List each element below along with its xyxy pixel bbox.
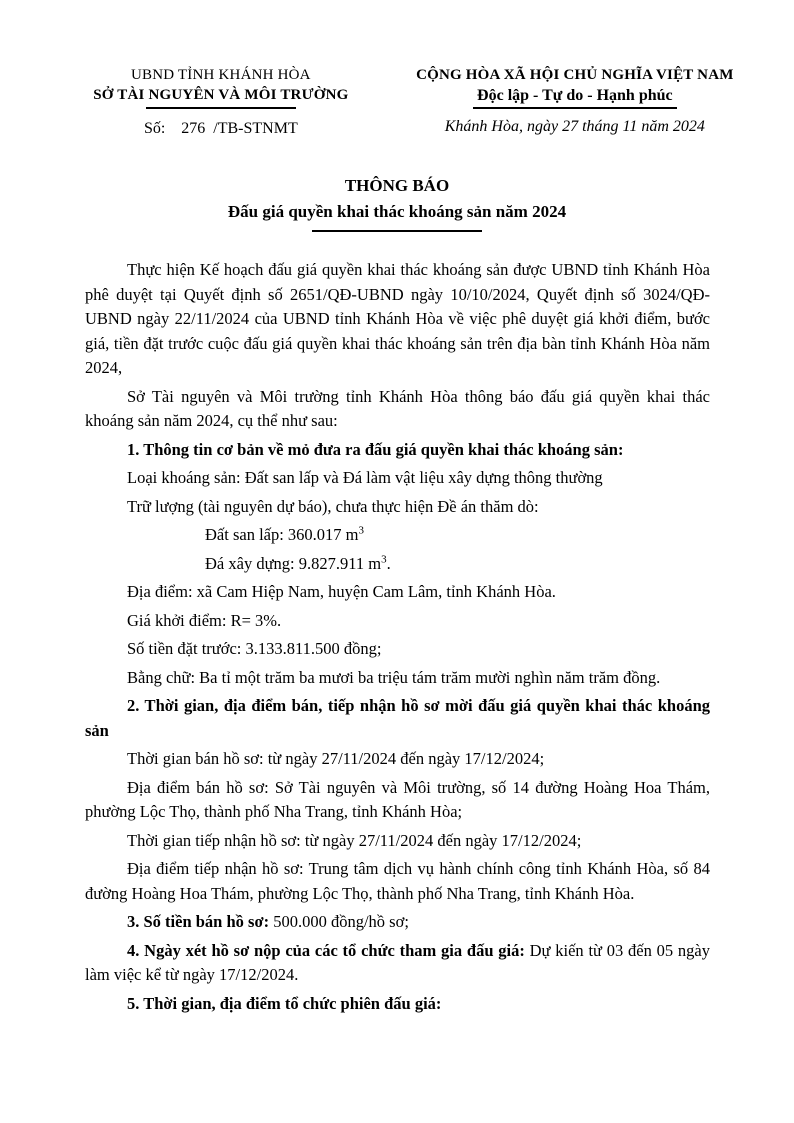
line-starting-price: Giá khởi điểm: R= 3%.: [127, 610, 282, 630]
national-motto: Độc lập - Tự do - Hạnh phúc: [473, 85, 677, 109]
paragraph-intro-2: Sở Tài nguyên và Môi trường tỉnh Khánh Hòa thông báo đấu giá quyền khai thác khoáng sản năm 2024, cụ thể như sau:: [85, 386, 710, 430]
document-header: [0, 0, 794, 138]
section-3-text: 500.000 đồng/hồ sơ;: [269, 912, 409, 931]
line-deposit-in-words: Bằng chữ: Ba tỉ một trăm ba mươi ba triệu tám trăm mười nghìn năm trăm đồng.: [127, 667, 661, 687]
line-receive-time: Thời gian tiếp nhận hồ sơ: từ ngày 27/11/2024 đến ngày 17/12/2024;: [127, 830, 582, 850]
section-4-line: [85, 939, 710, 988]
line-mineral-type: Loại khoáng sản: Đất san lấp và Đá làm vật liệu xây dựng thông thường: [127, 468, 603, 487]
superscript-cubed: 3: [358, 524, 365, 537]
section-4-text: Dự kiến từ 03 đến 05 ngày làm việc kể từ ngày 17/12/2024.: [85, 940, 710, 984]
place-and-date: Khánh Hòa, ngày 27 tháng 11 năm 2024: [444, 118, 705, 135]
line-sale-place: Địa điểm bán hồ sơ: Sở Tài nguyên và Môi trường, số 14 đường Hoàng Hoa Thám, phường Lộc Thọ, thành phố Nha Trang, tỉnh Khánh Hòa;: [85, 777, 710, 821]
document-body: [85, 258, 710, 1016]
line-receive-place: Địa điểm tiếp nhận hồ sơ: Trung tâm dịch vụ hành chính công tỉnh Khánh Hòa, số 84 đường Hoàng Hoa Thám, phường Lộc Thọ, thành phố Nha Trang, tỉnh Khánh Hòa.: [85, 859, 710, 903]
paragraph-intro-1: Thực hiện Kế hoạch đấu giá quyền khai thác khoáng sản được UBND tỉnh Khánh Hòa phê duyệt tại Quyết định số 2651/QĐ-UBND ngày 10/10/2024, Quyết định số 3024/QĐ-UBND ngày 22/11/2024 của UBND tỉnh Khánh Hòa về việc phê duyệt giá khởi điểm, bước giá, tiền đặt trước cuộc đấu giá quyền khai thác khoáng sản trên địa bàn tỉnh Khánh Hòa năm 2024,: [85, 260, 710, 377]
country-name: CỘNG HÒA XÃ HỘI CHỦ NGHĨA VIỆT NAM: [416, 67, 734, 83]
section-2-heading: 2. Thời gian, địa điểm bán, tiếp nhận hồ sơ mời đấu giá quyền khai thác khoáng sản: [85, 696, 710, 740]
document-number: Số: 276 /TB-STNMT: [143, 120, 298, 137]
line-reserve-fill-earth: Đất san lấp: 360.017 $m^3$: [205, 524, 365, 544]
issuer-parent-org: UBND TỈNH KHÁNH HÒA: [130, 67, 311, 83]
document-subject-title: Đấu giá quyền khai thác khoáng sản năm 2024: [227, 202, 567, 221]
line-location: Địa điểm: xã Cam Hiệp Nam, huyện Cam Lâm, tỉnh Khánh Hòa.: [127, 582, 556, 601]
section-5-heading: 5. Thời gian, địa điểm tổ chức phiên đấu giá:: [127, 993, 442, 1013]
section-3-heading: 3. Số tiền bán hồ sơ:: [127, 912, 270, 931]
document-type-title: THÔNG BÁO: [344, 176, 450, 195]
issuer-underline: [146, 107, 296, 109]
section-4-heading: 4. Ngày xét hồ sơ nộp của các tổ chức tham gia đấu giá:: [127, 940, 525, 960]
line-reserve-stone: Đá xây dựng: 9.827.911 $m^3$.: [205, 553, 391, 573]
section-3-line: [85, 910, 710, 935]
issuer-block: [58, 66, 384, 138]
title-underline: [312, 230, 482, 232]
superscript-cubed: 3: [381, 553, 387, 565]
issuer-org-name: SỞ TÀI NGUYÊN VÀ MÔI TRƯỜNG: [93, 87, 349, 103]
title-block: [0, 174, 794, 232]
national-block: [384, 66, 766, 138]
line-sale-time: Thời gian bán hồ sơ: từ ngày 27/11/2024 đến ngày 17/12/2024;: [127, 749, 545, 768]
line-reserve-intro: Trữ lượng (tài nguyên dự báo), chưa thực hiện Đề án thăm dò:: [127, 496, 539, 516]
section-1-heading: 1. Thông tin cơ bản về mỏ đưa ra đấu giá quyền khai thác khoáng sản:: [127, 439, 624, 459]
line-deposit-amount: Số tiền đặt trước: 3.133.811.500 đồng;: [127, 639, 382, 658]
